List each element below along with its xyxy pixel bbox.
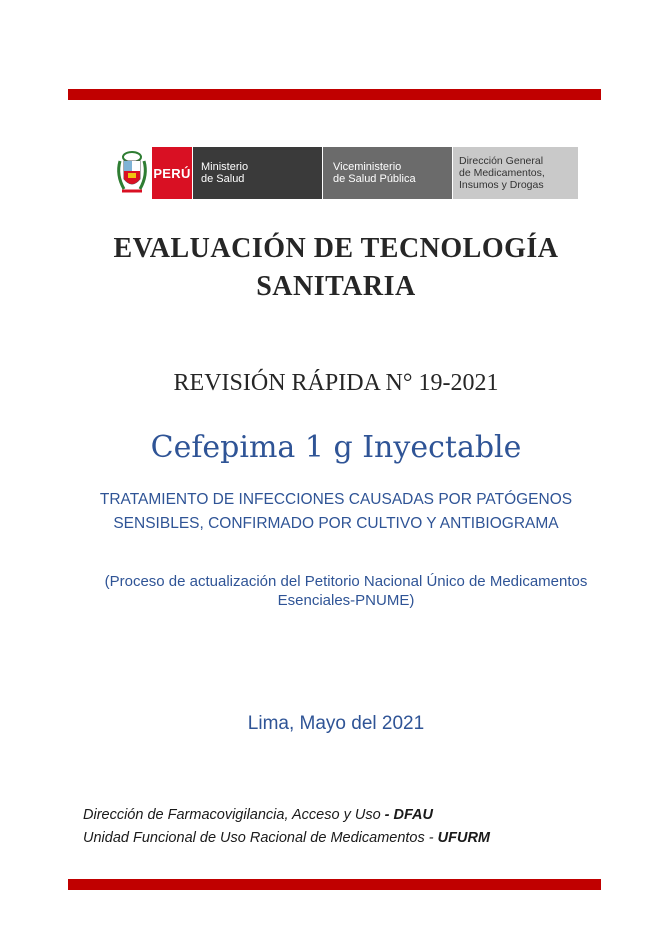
indication-text: TRATAMIENTO DE INFECCIONES CAUSADAS POR PATÓGENOS SENSIBLES, CONFIRMADO POR CULTIVO Y ANTIBIOGRAMA (99, 491, 573, 532)
credits-line1-bold: - DFAU (384, 807, 434, 823)
revision-number: REVISIÓN RÁPIDA N° 19-2021 (173, 370, 499, 396)
place-and-date: Lima, Mayo del 2021 (247, 713, 425, 734)
viceministry-label: Viceministerio de Salud Pública (333, 161, 416, 185)
institutional-logo-band (112, 147, 578, 199)
process-note: (Proceso de actualización del Petitorio Nacional Único de Medicamentos Esenciales-PNUME) (104, 573, 588, 609)
peru-label-box (152, 147, 192, 199)
drug-name: Cefepima 1 g Inyectable (150, 430, 522, 465)
document-title: EVALUACIÓN DE TECNOLOGÍA SANITARIA (113, 233, 559, 302)
credits-line1-text: Dirección de Farmacovigilancia, Acceso y Uso (83, 807, 385, 823)
directorate-label: Dirección General de Medicamentos, Insumos y Drogas (459, 155, 545, 191)
viceministry-label-box (322, 147, 452, 199)
ministry-label: Ministerio de Salud (201, 161, 249, 185)
peru-coat-of-arms-icon (112, 147, 152, 199)
credits-block (83, 804, 603, 850)
credits-line2-bold: UFURM (437, 830, 490, 846)
credits-line-ufurm (83, 827, 603, 850)
directorate-label-box (452, 147, 578, 199)
top-red-bar (68, 89, 601, 100)
credits-line2-text: Unidad Funcional de Uso Racional de Medicamentos - (83, 830, 438, 846)
peru-label: PERÚ (153, 165, 191, 181)
credits-line-dfau (83, 804, 603, 827)
ministry-label-box (192, 147, 322, 199)
bottom-red-bar (68, 879, 601, 890)
